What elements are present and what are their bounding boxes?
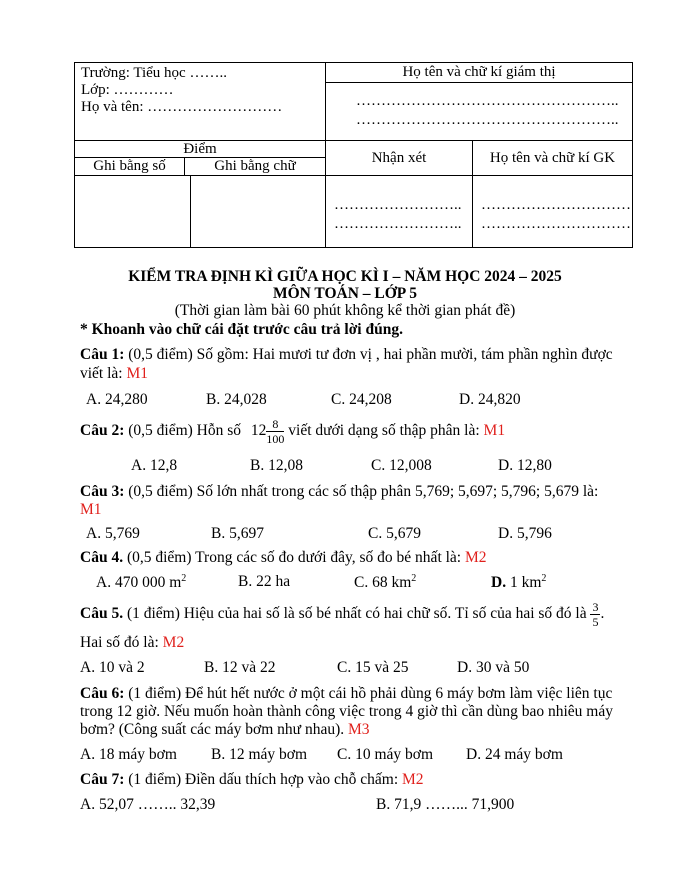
q6-option-a[interactable]: A. 18 máy bơm [80,746,177,763]
q2-option-b[interactable]: B. 12,08 [250,457,303,474]
comment-line-2[interactable]: …………………….. [334,216,462,232]
q7-part-a[interactable]: A. 52,07 …….. 32,39 [80,796,216,813]
comment-cell [326,141,473,248]
q1-option-d[interactable]: D. 24,820 [459,391,521,408]
question-3: Câu 3: (0,5 điểm) Số lớn nhất trong các số thập phân 5,769; 5,697; 5,796; 5,679 là: [80,483,599,500]
q2-option-d[interactable]: D. 12,80 [498,457,552,474]
q4-option-d[interactable]: D. 1 $km^2$ [491,573,547,592]
q3-option-c[interactable]: C. 5,679 [368,525,421,542]
question-6-line2: trong 12 giờ. Nếu muốn hoàn thành công việc trong 4 giờ thì cần dùng bao nhiêu máy [80,703,613,720]
proctor-title: Họ tên và chữ kí giám thị [326,63,632,83]
proctor-line-2[interactable]: …………………………………………….. [356,112,619,128]
class-field[interactable]: Lớp: ………… [81,82,174,98]
q4-option-c[interactable]: C. 68 $km^2$ [354,573,417,592]
q5-option-c[interactable]: C. 15 và 25 [337,659,409,676]
question-5: Câu 5. (1 điểm) Hiệu của hai số là số bé nhất có hai chữ số. Tỉ số của hai số đó là $\frac{3}{5}$ . [80,599,605,629]
school-field[interactable]: Trường: Tiểu học …….. [81,65,227,81]
q6-option-b[interactable]: B. 12 máy bơm [211,746,308,763]
question-1: Câu 1: (0,5 điểm) Số gồm: Hai mươi tư đơn vị , hai phần mười, tám phần nghìn được [80,346,613,363]
question-4: Câu 4. (0,5 điểm) Trong các số đo dưới đây, số đo bé nhất là: M2 [80,549,487,566]
mixed-number-fraction: $\frac{8}{100}$ [266,416,285,446]
score-number-box[interactable] [75,176,191,248]
grader-line-1[interactable]: ………………………… [481,197,631,213]
score-words-label: Ghi bằng chữ [214,158,296,174]
time-note: (Thời gian làm bài 60 phút không kể thời gian phát đề) [174,302,516,319]
score-cell [75,141,326,176]
q1-option-a[interactable]: A. 24,280 [86,391,148,408]
q6-option-d[interactable]: D. 24 máy bơm [466,746,563,763]
q4-option-b[interactable]: B. 22 ha [238,573,291,590]
q4-option-a[interactable]: A. 470 000 $m^2$ [96,573,187,592]
question-2: Câu 2: (0,5 điểm) Hỗn số 12 $\frac{8}{100}$ viết dưới dạng số thập phân là: M1 [80,416,506,446]
score-title: Điểm [75,141,325,158]
q1-option-b[interactable]: B. 24,028 [206,391,267,408]
student-info-cell [75,63,326,141]
score-number-label: Ghi bằng số [75,158,185,175]
q5-option-b[interactable]: B. 12 và 22 [204,659,276,676]
exam-title: KIỂM TRA ĐỊNH KÌ GIỮA HỌC KÌ I – NĂM HỌC 2024 – 2025 [128,268,562,285]
q1-option-c[interactable]: C. 24,208 [331,391,392,408]
grader-cell [473,141,633,248]
proctor-cell [326,63,633,141]
ratio-fraction: $\frac{3}{5}$ [592,599,599,629]
question-6-line3: bơm? (Công suất các máy bơm như nhau). M3 [80,721,370,738]
q7-part-b[interactable]: B. 71,9 ……... 71,900 [376,796,515,813]
score-words-box[interactable] [190,176,325,248]
question-1-line2: viết là: M1 [80,365,149,382]
grader-line-2[interactable]: ………………………… [481,216,631,232]
question-5-line2: Hai số đó là: M2 [80,634,185,651]
subject-title: MÔN TOÁN – LỚP 5 [272,285,418,302]
q2-option-a[interactable]: A. 12,8 [131,457,178,474]
question-3-level: M1 [80,501,102,518]
q2-option-c[interactable]: C. 12,008 [371,457,432,474]
q5-option-a[interactable]: A. 10 và 2 [80,659,145,676]
instruction: * Khoanh vào chữ cái đặt trước câu trả lời đúng. [80,321,403,338]
q5-option-d[interactable]: D. 30 và 50 [457,659,530,676]
header-table [74,62,633,248]
question-6: Câu 6: (1 điểm) Để hút hết nước ở một cái hồ phải dùng 6 máy bơm làm việc liên tục [80,685,613,702]
proctor-line-1[interactable]: …………………………………………….. [356,93,619,109]
question-7: Câu 7: (1 điểm) Điền dấu thích hợp vào chỗ chấm: M2 [80,771,424,788]
grader-title: Họ tên và chữ kí GK [473,141,632,176]
comment-title: Nhận xét [326,141,472,176]
q3-option-b[interactable]: B. 5,697 [211,525,264,542]
name-field[interactable]: Họ và tên: ……………………… [81,99,283,115]
q3-option-a[interactable]: A. 5,769 [86,525,140,542]
comment-line-1[interactable]: …………………….. [334,197,462,213]
q6-option-c[interactable]: C. 10 máy bơm [337,746,434,763]
q3-option-d[interactable]: D. 5,796 [498,525,552,542]
